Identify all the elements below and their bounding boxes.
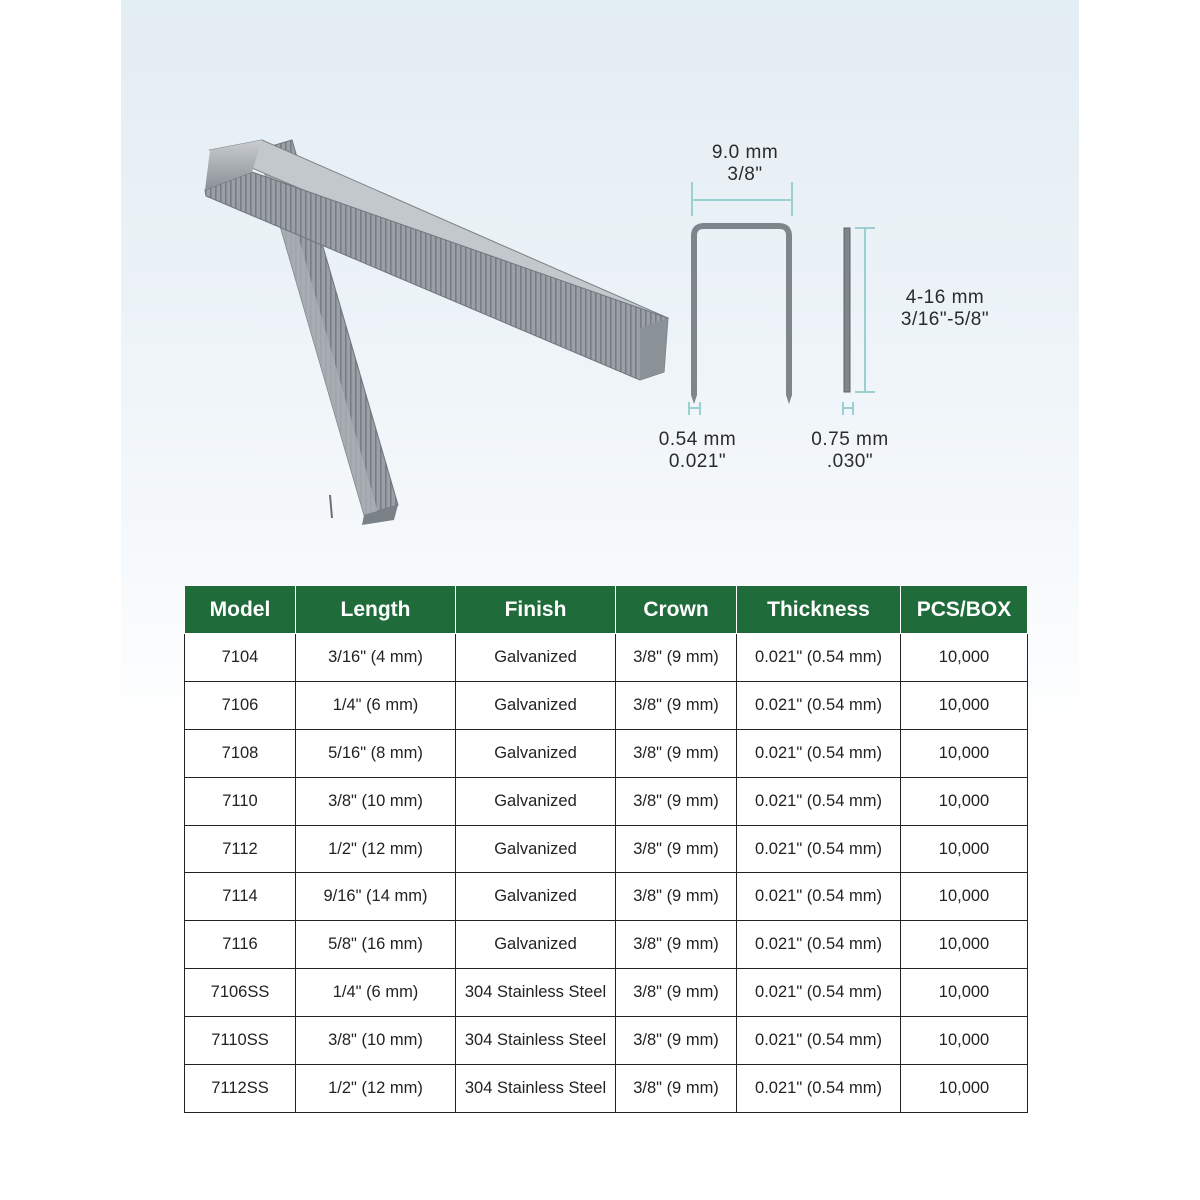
cell-model: 7116 xyxy=(185,921,296,969)
cell-finish: Galvanized xyxy=(456,729,616,777)
cell-pcs-box: 10,000 xyxy=(901,1017,1028,1065)
cell-crown: 3/8" (9 mm) xyxy=(616,921,737,969)
wire-width-mm-text: 0.54 mm xyxy=(658,429,737,450)
specification-table xyxy=(184,585,1028,1113)
cell-length: 3/16" (4 mm) xyxy=(296,634,456,682)
cell-pcs-box: 10,000 xyxy=(901,1065,1028,1113)
cell-thickness: 0.021" (0.54 mm) xyxy=(737,681,901,729)
cell-pcs-box: 10,000 xyxy=(901,777,1028,825)
table-row xyxy=(185,873,1028,921)
cell-pcs-box: 10,000 xyxy=(901,825,1028,873)
cell-model: 7110 xyxy=(185,777,296,825)
header-thickness: Thickness xyxy=(737,586,901,634)
cell-length: 9/16" (14 mm) xyxy=(296,873,456,921)
cell-thickness: 0.021" (0.54 mm) xyxy=(737,729,901,777)
cell-thickness: 0.021" (0.54 mm) xyxy=(737,921,901,969)
cell-length: 3/8" (10 mm) xyxy=(296,777,456,825)
cell-finish: Galvanized xyxy=(456,921,616,969)
cell-thickness: 0.021" (0.54 mm) xyxy=(737,825,901,873)
cell-thickness: 0.021" (0.54 mm) xyxy=(737,873,901,921)
cell-length: 1/4" (6 mm) xyxy=(296,969,456,1017)
cell-length: 3/8" (10 mm) xyxy=(296,1017,456,1065)
crown-mm-text: 9.0 mm xyxy=(711,142,779,163)
table-header-row xyxy=(185,586,1028,634)
table-row xyxy=(185,825,1028,873)
cell-model: 7112SS xyxy=(185,1065,296,1113)
cell-model: 7114 xyxy=(185,873,296,921)
table-row xyxy=(185,634,1028,682)
cell-finish: 304 Stainless Steel xyxy=(456,1065,616,1113)
table-row xyxy=(185,681,1028,729)
cell-pcs-box: 10,000 xyxy=(901,873,1028,921)
cell-crown: 3/8" (9 mm) xyxy=(616,873,737,921)
wire-width-label xyxy=(645,429,750,473)
cell-finish: 304 Stainless Steel xyxy=(456,969,616,1017)
cell-finish: Galvanized xyxy=(456,825,616,873)
wire-width-in-text: 0.021" xyxy=(668,451,727,472)
cell-thickness: 0.021" (0.54 mm) xyxy=(737,969,901,1017)
cell-model: 7112 xyxy=(185,825,296,873)
cell-length: 1/4" (6 mm) xyxy=(296,681,456,729)
header-length: Length xyxy=(296,586,456,634)
cell-crown: 3/8" (9 mm) xyxy=(616,729,737,777)
table-row xyxy=(185,1017,1028,1065)
crown-dimension-label xyxy=(695,142,795,186)
cell-crown: 3/8" (9 mm) xyxy=(616,1065,737,1113)
table-row xyxy=(185,729,1028,777)
staple-front-view-diagram xyxy=(689,182,792,415)
wire-thickness-label xyxy=(800,429,900,473)
cell-crown: 3/8" (9 mm) xyxy=(616,969,737,1017)
cell-model: 7104 xyxy=(185,634,296,682)
cell-length: 1/2" (12 mm) xyxy=(296,825,456,873)
crown-in-text: 3/8" xyxy=(727,164,763,185)
cell-thickness: 0.021" (0.54 mm) xyxy=(737,1065,901,1113)
header-model: Model xyxy=(185,586,296,634)
cell-thickness: 0.021" (0.54 mm) xyxy=(737,777,901,825)
cell-crown: 3/8" (9 mm) xyxy=(616,777,737,825)
wire-thickness-mm-text: 0.75 mm xyxy=(811,429,889,450)
cell-pcs-box: 10,000 xyxy=(901,921,1028,969)
cell-crown: 3/8" (9 mm) xyxy=(616,825,737,873)
cell-crown: 3/8" (9 mm) xyxy=(616,634,737,682)
table-row xyxy=(185,777,1028,825)
cell-finish: 304 Stainless Steel xyxy=(456,1017,616,1065)
table-row xyxy=(185,1065,1028,1113)
cell-finish: Galvanized xyxy=(456,777,616,825)
length-in-text: 3/16"-5/8" xyxy=(900,309,990,330)
table-row xyxy=(185,969,1028,1017)
cell-model: 7108 xyxy=(185,729,296,777)
cell-pcs-box: 10,000 xyxy=(901,681,1028,729)
cell-crown: 3/8" (9 mm) xyxy=(616,1017,737,1065)
cell-pcs-box: 10,000 xyxy=(901,729,1028,777)
staple-illustration xyxy=(0,0,1200,560)
cell-pcs-box: 10,000 xyxy=(901,634,1028,682)
cell-crown: 3/8" (9 mm) xyxy=(616,681,737,729)
cell-thickness: 0.021" (0.54 mm) xyxy=(737,1017,901,1065)
staple-side-view-diagram xyxy=(843,228,875,415)
wire-thickness-in-text: .030" xyxy=(826,451,874,472)
cell-length: 1/2" (12 mm) xyxy=(296,1065,456,1113)
cell-model: 7106 xyxy=(185,681,296,729)
header-finish: Finish xyxy=(456,586,616,634)
table-row xyxy=(185,921,1028,969)
length-mm-text: 4-16 mm xyxy=(905,287,985,308)
length-dimension-label xyxy=(880,287,1010,331)
header-pcs-box: PCS/BOX xyxy=(901,586,1028,634)
cell-finish: Galvanized xyxy=(456,681,616,729)
cell-length: 5/16" (8 mm) xyxy=(296,729,456,777)
cell-finish: Galvanized xyxy=(456,634,616,682)
cell-thickness: 0.021" (0.54 mm) xyxy=(737,634,901,682)
staple-strip-front xyxy=(205,140,668,380)
cell-model: 7106SS xyxy=(185,969,296,1017)
cell-length: 5/8" (16 mm) xyxy=(296,921,456,969)
cell-finish: Galvanized xyxy=(456,873,616,921)
header-crown: Crown xyxy=(616,586,737,634)
cell-model: 7110SS xyxy=(185,1017,296,1065)
cell-pcs-box: 10,000 xyxy=(901,969,1028,1017)
